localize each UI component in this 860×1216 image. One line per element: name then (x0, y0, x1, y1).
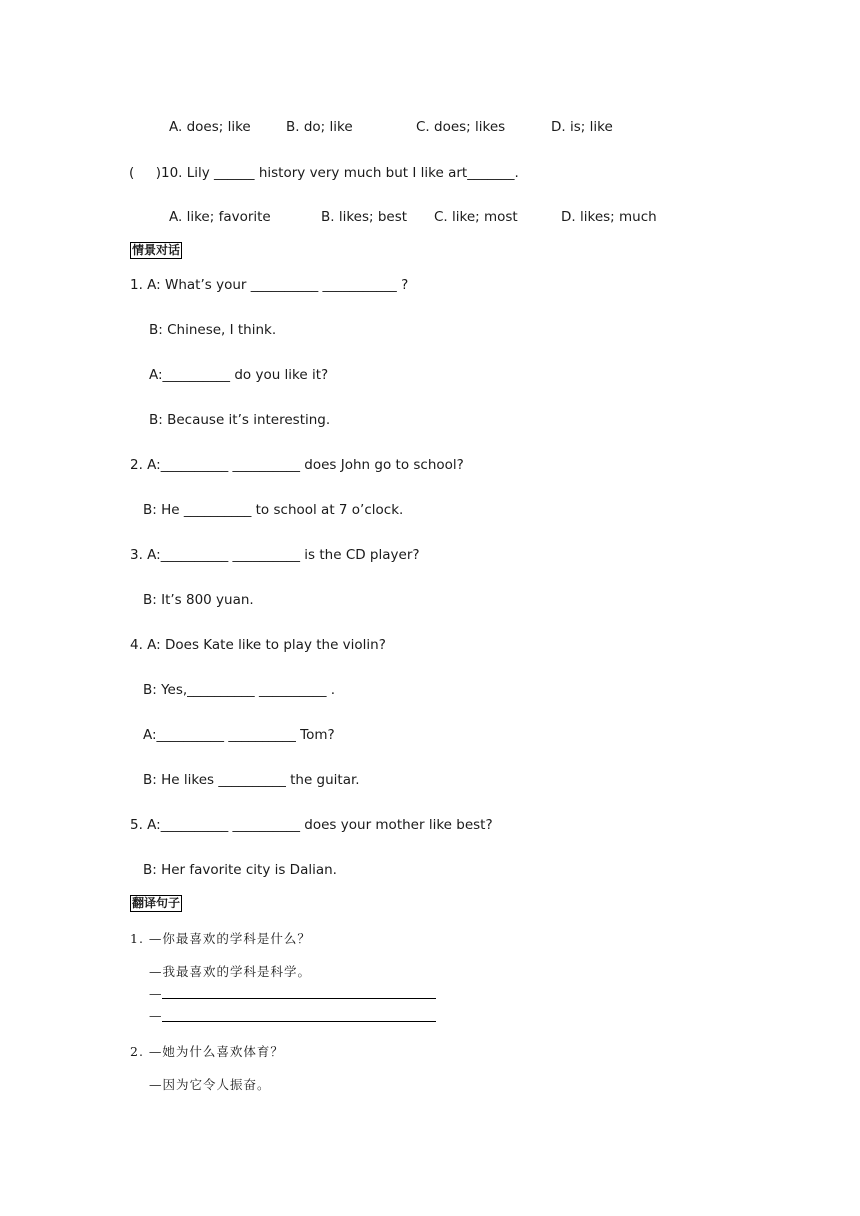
q9-option-d: D. is; like (551, 119, 613, 135)
dialogue-line: 3. A:__________ __________ is the CD player? (130, 547, 420, 563)
dialogue-line: A:__________ do you like it? (149, 367, 329, 383)
dialogue-line: A:__________ __________ Tom? (143, 727, 335, 743)
q10-stem: ( )10. Lily ______ history very much but I like art_______. (129, 165, 519, 181)
dialogue-line: 1. A: What’s your __________ ___________ ? (130, 277, 409, 293)
section-heading-translate: 翻译句子 (132, 896, 181, 910)
answer-blank-line[interactable] (162, 1021, 436, 1022)
q10-option-a: A. like; favorite (169, 209, 271, 225)
q10-option-b: B. likes; best (321, 209, 408, 225)
dialogue-line: 4. A: Does Kate like to play the violin? (130, 637, 386, 653)
dialogue-line: B: He __________ to school at 7 o’clock. (143, 502, 404, 518)
dialogue-line: B: He likes __________ the guitar. (143, 772, 360, 788)
answer-blank-line[interactable] (162, 998, 436, 999)
dialogue-line: 2. A:__________ __________ does John go to school? (130, 457, 464, 473)
q9-option-b: B. do; like (286, 119, 353, 135)
q9-option-a: A. does; like (169, 119, 251, 135)
dialogue-line: B: Chinese, I think. (149, 322, 277, 338)
dialogue-line: B: Yes,__________ __________ . (143, 682, 336, 698)
dialogue-line: B: Because it’s interesting. (149, 412, 331, 428)
q10-option-d: D. likes; much (561, 209, 657, 225)
dialogue-line: 5. A:__________ __________ does your mother like best? (130, 817, 493, 833)
translate-q1-prompt: 1. —你最喜欢的学科是什么？ (130, 931, 311, 946)
translate-q1-answer: —我最喜欢的学科是科学。 (149, 964, 312, 979)
dialogue-line: B: It’s 800 yuan. (143, 592, 254, 608)
q10-option-c: C. like; most (434, 209, 518, 225)
translate-q2-answer: —因为它令人振奋。 (149, 1077, 271, 1092)
q9-option-c: C. does; likes (416, 119, 506, 135)
section-heading-dialogue: 情景对话 (132, 243, 181, 257)
answer-dash: — (149, 986, 163, 1001)
answer-dash: — (149, 1008, 163, 1023)
translate-q2-prompt: 2. —她为什么喜欢体育？ (130, 1044, 284, 1059)
dialogue-line: B: Her favorite city is Dalian. (143, 862, 337, 878)
